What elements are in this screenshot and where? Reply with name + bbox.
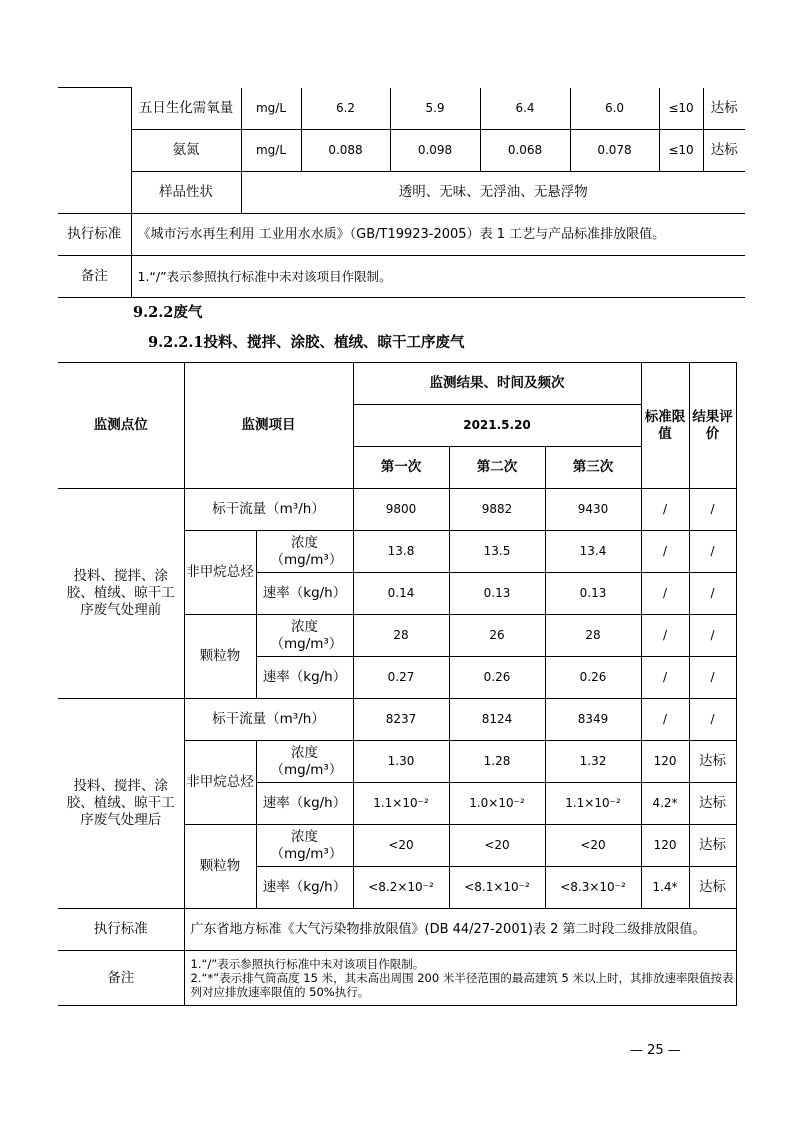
nmhc-label: 非甲烷总烃 [184, 741, 256, 825]
value-cell: 0.13 [449, 573, 545, 615]
limit-cell: 120 [641, 741, 689, 783]
sample-value: 透明、无味、无浮油、无悬浮物 [241, 172, 745, 214]
value-cell: <20 [545, 825, 641, 867]
value-cell: 26 [449, 615, 545, 657]
table-row [58, 130, 745, 172]
blank-cell [58, 88, 131, 214]
value-cell: <20 [353, 825, 449, 867]
value-cell: 0.26 [449, 657, 545, 699]
limit-cell: 1.4* [641, 867, 689, 909]
water-quality-table [58, 87, 745, 298]
header-third: 第三次 [545, 447, 641, 489]
table-row [58, 909, 736, 951]
value-cell: 1.1×10⁻² [353, 783, 449, 825]
note-label: 备注 [58, 256, 131, 298]
unit-cell: mg/L [241, 88, 301, 130]
value-cell: 5.9 [390, 88, 480, 130]
limit-cell: ≤10 [659, 130, 703, 172]
conc-label: 浓度（mg/m³） [256, 615, 353, 657]
value-cell: 1.30 [353, 741, 449, 783]
limit-cell: 120 [641, 825, 689, 867]
limit-cell: / [641, 489, 689, 531]
limit-cell: / [641, 531, 689, 573]
limit-cell: / [641, 699, 689, 741]
header-row [58, 363, 736, 405]
table-row [58, 951, 736, 1006]
header-first: 第一次 [353, 447, 449, 489]
limit-cell: / [641, 657, 689, 699]
value-cell: 6.2 [301, 88, 390, 130]
value-cell: 8349 [545, 699, 641, 741]
eval-cell: / [689, 699, 736, 741]
section-heading: 9.2.2废气 [133, 304, 203, 321]
header-second: 第二次 [449, 447, 545, 489]
value-cell: <8.1×10⁻² [449, 867, 545, 909]
value-cell: 1.32 [545, 741, 641, 783]
value-cell: 9882 [449, 489, 545, 531]
value-cell: <20 [449, 825, 545, 867]
unit-cell: mg/L [241, 130, 301, 172]
standard-label: 执行标准 [58, 909, 184, 951]
pm-label: 颗粒物 [184, 615, 256, 699]
table-row [58, 699, 736, 741]
value-cell: 0.098 [390, 130, 480, 172]
value-cell: 0.068 [480, 130, 570, 172]
value-cell: 13.8 [353, 531, 449, 573]
rate-label: 速率（kg/h） [256, 867, 353, 909]
standard-label: 执行标准 [58, 214, 131, 256]
value-cell: 28 [545, 615, 641, 657]
note-label: 备注 [58, 951, 184, 1006]
value-cell: 9800 [353, 489, 449, 531]
header-item: 监测项目 [184, 363, 353, 489]
subsection-heading: 9.2.2.1投料、搅拌、涂胶、植绒、晾干工序废气 [148, 334, 465, 351]
item-cell: 氨氮 [131, 130, 241, 172]
value-cell: 13.4 [545, 531, 641, 573]
rate-label: 速率（kg/h） [256, 783, 353, 825]
value-cell: 0.078 [570, 130, 659, 172]
flow-label: 标干流量（m³/h） [184, 489, 353, 531]
value-cell: 28 [353, 615, 449, 657]
header-limit: 标准限值 [641, 363, 689, 489]
value-cell: 0.26 [545, 657, 641, 699]
pm-label: 颗粒物 [184, 825, 256, 909]
note-line: 1.“/”表示参照执行标准中未对该项目作限制。 [190, 957, 425, 971]
header-date: 2021.5.20 [353, 405, 641, 447]
eval-cell: / [689, 489, 736, 531]
value-cell: 9430 [545, 489, 641, 531]
value-cell: 1.28 [449, 741, 545, 783]
table-row [58, 88, 745, 130]
point-after: 投料、搅拌、涂胶、植绒、晾干工序废气处理后 [58, 699, 184, 909]
rate-label: 速率（kg/h） [256, 657, 353, 699]
exhaust-gas-table [58, 362, 737, 1006]
nmhc-label: 非甲烷总烃 [184, 531, 256, 615]
note-value [184, 951, 736, 1006]
rate-label: 速率（kg/h） [256, 573, 353, 615]
standard-value: 广东省地方标准《大气污染物排放限值》(DB 44/27-2001)表 2 第二时段二级排放限值。 [184, 909, 736, 951]
standard-value: 《城市污水再生利用 工业用水水质》（GB/T19923-2005）表 1 工艺与产品标准排放限值。 [131, 214, 745, 256]
header-eval: 结果评价 [689, 363, 736, 489]
flow-label: 标干流量（m³/h） [184, 699, 353, 741]
conc-label: 浓度（mg/m³） [256, 825, 353, 867]
table-row [58, 489, 736, 531]
eval-cell: / [689, 657, 736, 699]
conc-label: 浓度（mg/m³） [256, 531, 353, 573]
table-row [58, 172, 745, 214]
value-cell: 6.4 [480, 88, 570, 130]
page-number: — 25 — [630, 1043, 681, 1058]
limit-cell: 4.2* [641, 783, 689, 825]
table-row [58, 214, 745, 256]
value-cell: 8124 [449, 699, 545, 741]
value-cell: 13.5 [449, 531, 545, 573]
value-cell: 1.1×10⁻² [545, 783, 641, 825]
value-cell: 0.13 [545, 573, 641, 615]
eval-cell: / [689, 531, 736, 573]
eval-cell: / [689, 573, 736, 615]
table-row [58, 256, 745, 298]
eval-cell: 达标 [703, 88, 745, 130]
item-cell: 五日生化需氧量 [131, 88, 241, 130]
sample-label: 样品性状 [131, 172, 241, 214]
eval-cell: / [689, 615, 736, 657]
eval-cell: 达标 [703, 130, 745, 172]
value-cell: <8.3×10⁻² [545, 867, 641, 909]
value-cell: <8.2×10⁻² [353, 867, 449, 909]
value-cell: 0.27 [353, 657, 449, 699]
note-value: 1.“/”表示参照执行标准中未对该项目作限制。 [131, 256, 745, 298]
conc-label: 浓度（mg/m³） [256, 741, 353, 783]
eval-cell: 达标 [689, 825, 736, 867]
note-line: 2.“*”表示排气筒高度 15 米，其未高出周围 200 米半径范围的最高建筑 5 米以上时，其排放速率限值按表列对应排放速率限值的 50%执行。 [190, 971, 734, 999]
limit-cell: / [641, 615, 689, 657]
limit-cell: / [641, 573, 689, 615]
eval-cell: 达标 [689, 783, 736, 825]
point-before: 投料、搅拌、涂胶、植绒、晾干工序废气处理前 [58, 489, 184, 699]
header-results: 监测结果、时间及频次 [353, 363, 641, 405]
limit-cell: ≤10 [659, 88, 703, 130]
value-cell: 0.088 [301, 130, 390, 172]
eval-cell: 达标 [689, 867, 736, 909]
eval-cell: 达标 [689, 741, 736, 783]
value-cell: 0.14 [353, 573, 449, 615]
value-cell: 1.0×10⁻² [449, 783, 545, 825]
header-point: 监测点位 [58, 363, 184, 489]
value-cell: 6.0 [570, 88, 659, 130]
value-cell: 8237 [353, 699, 449, 741]
